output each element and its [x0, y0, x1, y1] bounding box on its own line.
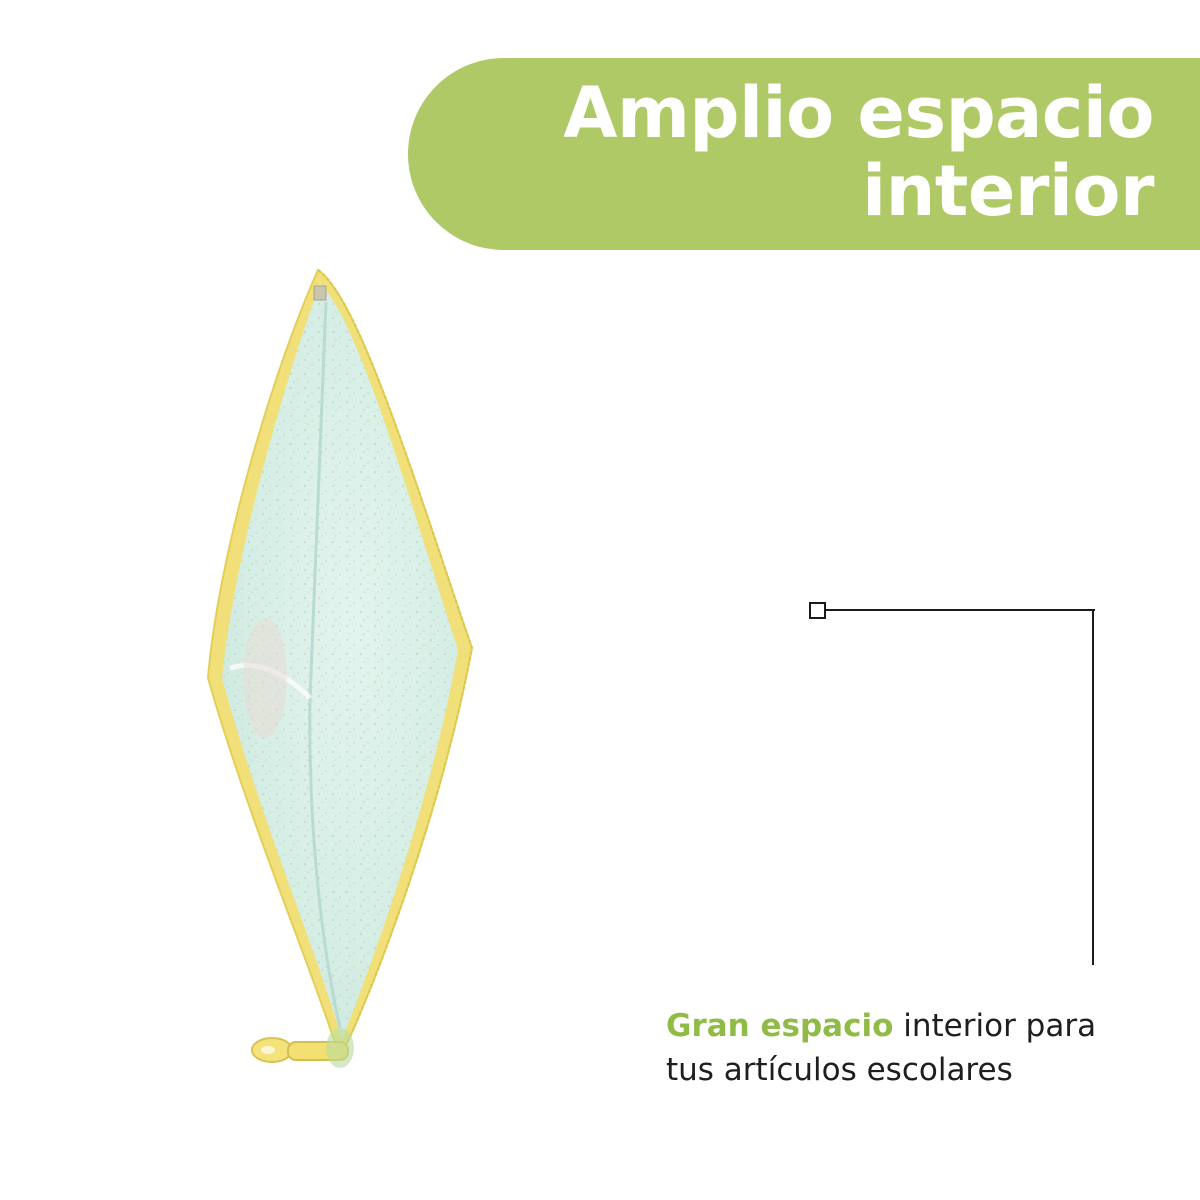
feature-caption [666, 1004, 1176, 1092]
caption-line-1-rest: interior para [893, 1008, 1097, 1044]
caption-highlight: Gran espacio [666, 1008, 894, 1044]
headline-banner [408, 58, 1200, 250]
callout-line-horizontal [826, 609, 1095, 611]
caption-line-2: tus artículos escolares [666, 1052, 1013, 1088]
headline-line-2: interior [862, 150, 1154, 232]
callout-line-vertical [1092, 609, 1094, 965]
zipper-pouch-icon [190, 258, 490, 1088]
headline-text [563, 74, 1154, 230]
pencil-pouch-image [190, 258, 490, 1088]
callout-marker [809, 602, 826, 619]
headline-line-1: Amplio espacio [563, 72, 1154, 154]
